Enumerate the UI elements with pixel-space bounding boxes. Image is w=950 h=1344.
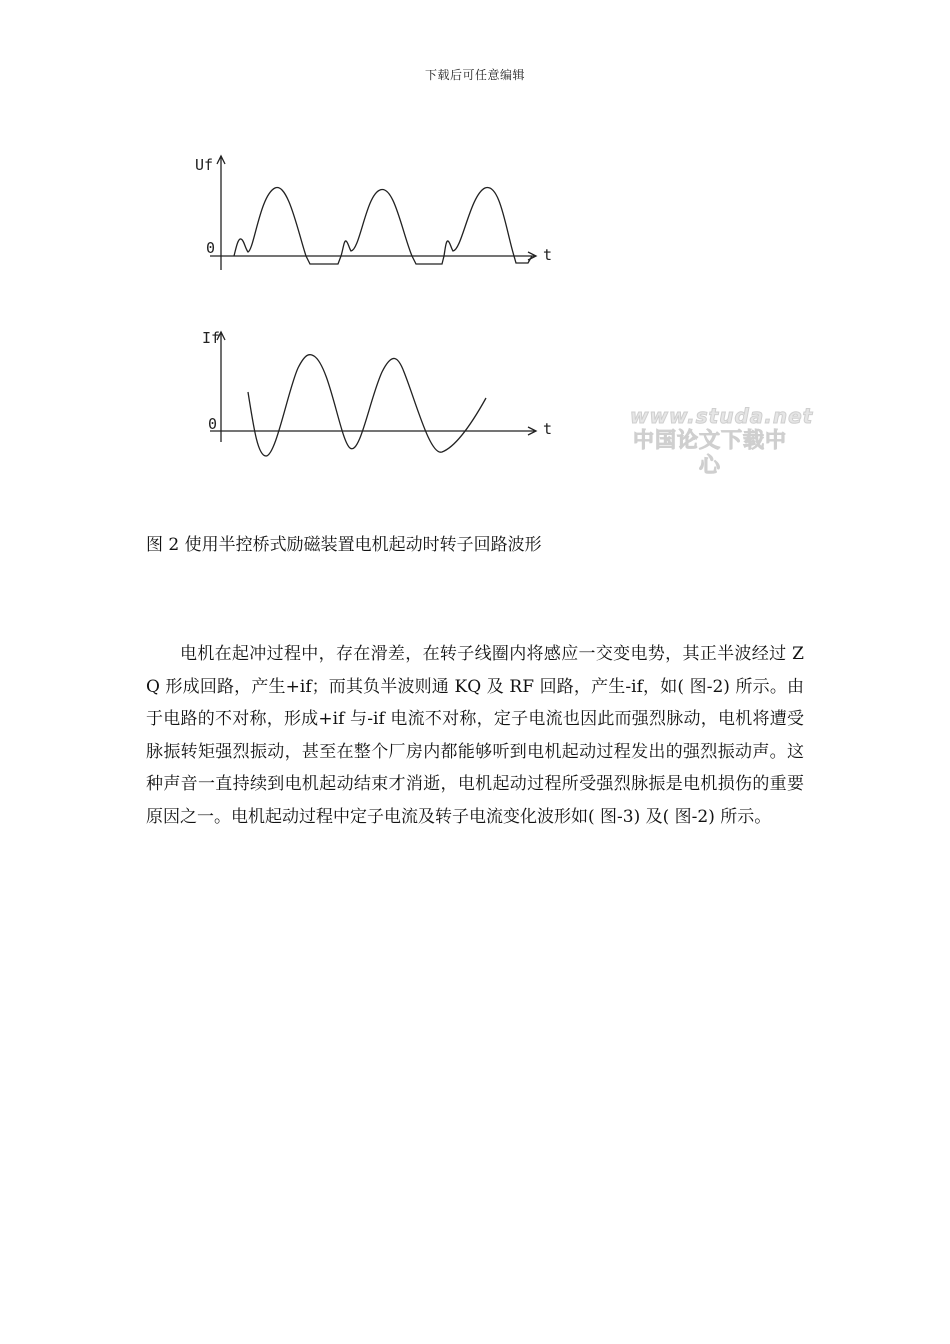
waveform-figure bbox=[180, 140, 580, 470]
page-header: 下载后可任意编辑 bbox=[424, 68, 525, 82]
uf-origin-label: 0 bbox=[206, 239, 216, 257]
if-chart bbox=[210, 332, 536, 456]
figure-caption: 图 2 使用半控桥式励磁装置电机起动时转子回路波形 bbox=[146, 535, 542, 555]
if-origin-label: 0 bbox=[208, 415, 218, 433]
watermark-url: www.studa.net bbox=[630, 404, 814, 428]
uf-waveform bbox=[234, 187, 532, 264]
uf-chart bbox=[210, 156, 536, 270]
body-paragraph: 电机在起冲过程中，存在滑差，在转子线圈内将感应一交变电势，其正半波经过 Z Q 形成回路，产生+if；而其负半波则通 KQ 及 RF 回路，产生-if，如( 图-2) 所示。由于电路的不对称，形成+if 与-if 电流不对称，定子电流也因此而强烈脉动，电机将遭受脉振转矩强烈振动，甚至在整个厂房内都能够听到电机起动过程发出的强烈振动声。这种声音一直持续到电机起动结束才消逝，电机起动过程所受强烈脉振是电机损伤的重要原因之一。电机起动过程中定子电流及转子电流变化波形如( 图-3) 及( 图-2) 所示。 bbox=[146, 644, 804, 827]
uf-x-axis-label: t bbox=[543, 246, 553, 264]
if-x-axis-label: t bbox=[543, 420, 553, 438]
watermark bbox=[630, 404, 814, 478]
if-y-axis-label: If bbox=[202, 329, 221, 347]
watermark-site: 中国论文下载中心 bbox=[633, 428, 787, 478]
uf-y-axis-label: Uf bbox=[195, 156, 214, 174]
if-waveform bbox=[248, 355, 486, 456]
